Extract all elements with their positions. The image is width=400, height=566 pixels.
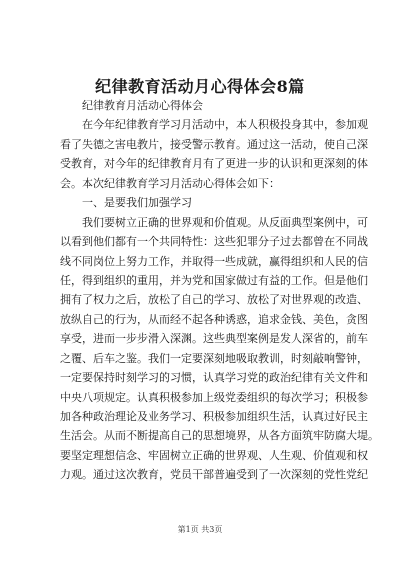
body-line: 一定要保持时刻学习的习惯，认真学习党的政治纪律有关文件和 [60, 371, 368, 385]
body-line: 受教育，对今年的纪律教育月有了更进一步的认识和更深刻的体 [60, 157, 368, 171]
body-line: 以看到他们都有一个共同特性：这些犯罪分子过去都曾在不同战 [60, 235, 368, 249]
body-line: 加各种政治理论及业务学习、积极参加组织生活，认真过好民主 [60, 410, 368, 423]
page-number-footer: 第1页 共3页 [177, 525, 223, 534]
body-line: 拥有了权力之后，放松了自己的学习、放松了对世界观的改造、 [60, 293, 368, 307]
body-line: 看了失德之害电教片，接受警示教育。通过这一活动，使自己深 [60, 137, 368, 151]
body-line: 要坚定理想信念、牢固树立正确的世界观、人生观、价值观和权 [60, 448, 368, 462]
document-title: 纪律教育活动月心得体会8篇 [95, 77, 305, 96]
body-line: 力观。通过这次教育，党员干部普遍受到了一次深刻的党性党纪 [60, 468, 368, 482]
body-line: 纪律教育月活动心得体会 [60, 99, 203, 112]
body-line: 中央八项规定。认真积极参加上级党委组织的每次学习；积极参 [60, 390, 368, 404]
body-line: 生活会。从而不断提高自己的思想境界，从各方面筑牢防腐大堤。 [60, 429, 379, 443]
body-line: 享受，进而一步步滑入深渊。这些典型案例是发人深省的，前车 [60, 332, 368, 346]
body-line: 放纵自己的行为，从而经不起各种诱惑，追求金钱、美色，贪图 [60, 312, 368, 326]
body-line: 之覆、后车之鉴。我们一定要深刻地吸取教训，时刻敲响警钟， [60, 351, 368, 365]
body-line: 任，得到组织的重用，并为党和国家做过有益的工作。但是他们 [60, 273, 368, 287]
document-body [60, 96, 379, 485]
body-line: 一、是要我们加强学习 [60, 196, 192, 210]
body-line: 在今年纪律教育学习月活动中，本人积极投身其中，参加观 [60, 118, 368, 132]
body-line: 会。本次纪律教育学习月活动心得体会如下： [60, 176, 280, 190]
body-line: 线不同岗位上努力工作，并取得一些成就，赢得组织和人民的信 [60, 254, 368, 268]
body-line: 我们要树立正确的世界观和价值观。从反面典型案例中，可 [60, 215, 368, 229]
